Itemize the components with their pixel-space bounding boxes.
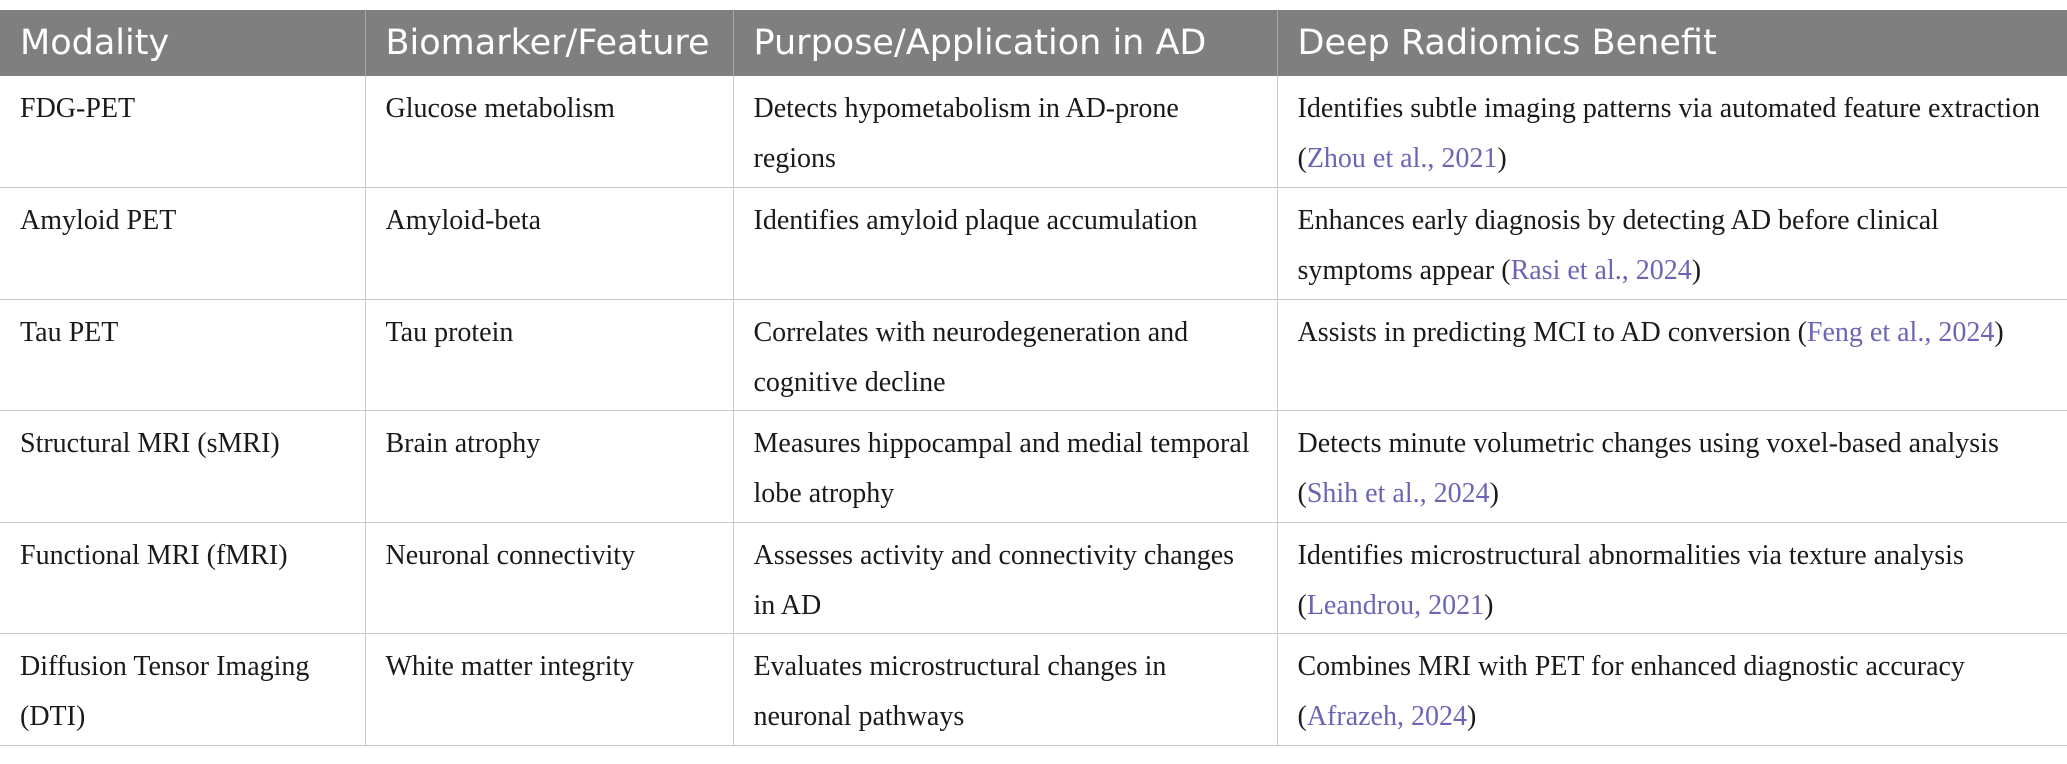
benefit-text-end: ) (1497, 143, 1507, 174)
header-biomarker: Biomarker/Feature (365, 10, 733, 76)
header-row (0, 10, 2067, 76)
cell-modality: Functional MRI (fMRI) (0, 522, 365, 634)
cell-benefit (1277, 76, 2067, 188)
benefit-text-end: ) (1466, 701, 1477, 733)
cell-benefit (1277, 634, 2067, 746)
cell-benefit (1277, 411, 2067, 523)
benefit-text: Combines MRI with PET for enhanced diagnostic accuracy ( (1297, 651, 1965, 733)
cell-purpose: Measures hippocampal and medial temporal lobe atrophy (733, 411, 1277, 523)
header-modality: Modality (0, 10, 365, 76)
benefit-text: Assists in predicting MCI to AD conversion ( (1297, 316, 1807, 348)
citation-link[interactable]: Rasi et al., 2024 (1510, 255, 1692, 287)
cell-purpose: Correlates with neurodegeneration and cognitive decline (733, 299, 1277, 411)
cell-purpose: Identifies amyloid plaque accumulation (733, 188, 1277, 300)
benefit-text: Identifies microstructural abnormalities via texture analysis ( (1297, 539, 1964, 621)
benefit-text-end: ) (1484, 589, 1494, 621)
cell-purpose: Evaluates microstructural changes in neuronal pathways (733, 634, 1277, 746)
header-benefit: Deep Radiomics Benefit (1297, 23, 1717, 63)
citation-link[interactable]: Feng et al., 2024 (1806, 316, 1995, 348)
benefit-text: Enhances early diagnosis by detecting AD before clinical symptoms appear ( (1297, 205, 1939, 287)
cell-purpose: Detects hypometabolism in AD-prone regions (733, 76, 1277, 188)
citation-link[interactable]: Zhou et al., 2021 (1306, 143, 1498, 174)
cell-biomarker: Glucose metabolism (365, 76, 733, 188)
cell-biomarker: Amyloid-beta (365, 188, 733, 300)
table-row (0, 76, 2067, 188)
citation-link[interactable]: Afrazeh, 2024 (1306, 701, 1467, 733)
cell-benefit (1277, 299, 2067, 411)
cell-modality: Diffusion Tensor Imaging (DTI) (0, 634, 365, 746)
cell-modality: FDG-PET (0, 76, 365, 188)
cell-biomarker: Neuronal connectivity (365, 522, 733, 634)
cell-benefit (1277, 188, 2067, 300)
cell-modality: Tau PET (0, 299, 365, 411)
benefit-text-end: ) (1691, 255, 1702, 287)
table-row (0, 522, 2067, 634)
citation-link[interactable]: Shih et al., 2024 (1306, 478, 1490, 510)
header-purpose: Purpose/Application in AD (733, 10, 1277, 76)
table-row (0, 411, 2067, 523)
table-row (0, 188, 2067, 300)
cell-purpose: Assesses activity and connectivity changes in AD (733, 522, 1277, 634)
cell-modality: Structural MRI (sMRI) (0, 411, 365, 523)
benefit-text: Identifies subtle imaging patterns via automated feature extraction ( (1297, 93, 2041, 174)
cell-modality: Amyloid PET (0, 188, 365, 300)
cell-biomarker: Brain atrophy (365, 411, 733, 523)
modality-table (0, 10, 2067, 746)
cell-benefit (1277, 522, 2067, 634)
data-table-container (0, 10, 2067, 746)
cell-biomarker: White matter integrity (365, 634, 733, 746)
table-row (0, 299, 2067, 411)
benefit-text-end: ) (1489, 478, 1499, 510)
table-body (0, 76, 2067, 746)
table-row (0, 634, 2067, 746)
cell-biomarker: Tau protein (365, 299, 733, 411)
citation-link[interactable]: Leandrou, 2021 (1306, 589, 1485, 621)
benefit-text: Detects minute volumetric changes using voxel-based analysis ( (1297, 428, 1999, 510)
benefit-text-end: ) (1994, 316, 2004, 348)
table-header (0, 10, 2067, 76)
